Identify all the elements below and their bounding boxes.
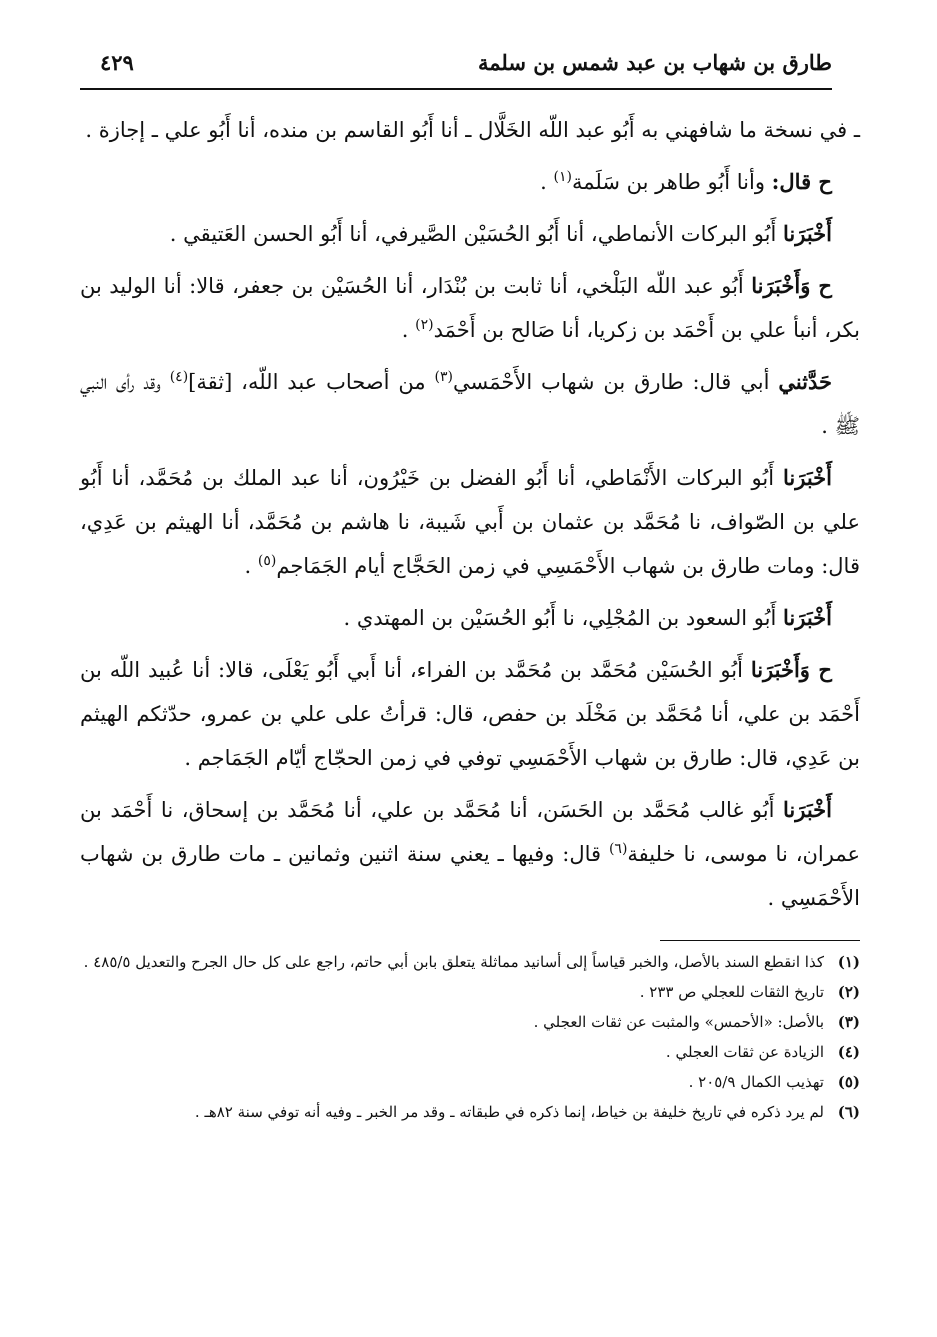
paragraph-text: أَبُو السعود بن المُجْلِي، نا أَبُو الحُسَيْن بن المهتدي . [343, 606, 784, 630]
footnote-number: (٦) [837, 1103, 860, 1121]
main-text [80, 108, 860, 920]
footnote-text: كذا انقطع السند بالأصل، والخبر قياساً إلى أسانيد مماثلة يتعلق بابن أبي حاتم، راجع على كل حال الجرح والتعديل ٤٨٥/٥ . [83, 953, 824, 971]
footnote-text: تاريخ الثقات للعجلي ص ٢٣٣ . [639, 983, 824, 1001]
paragraph-tail: . [401, 318, 416, 342]
footnote-text: بالأصل: «الأحمس» والمثبت عن ثقات العجلي . [533, 1013, 824, 1031]
footnote-ref: (١) [553, 169, 572, 185]
chain-lead: ح قال: [771, 169, 832, 194]
paragraph-text: أبي قال: طارق بن شهاب الأَحْمَسي [452, 370, 779, 394]
footnote [80, 1069, 860, 1095]
footnote [80, 1039, 860, 1065]
paragraph [80, 212, 860, 256]
chain-lead: ح وَأَخْبَرَنا [751, 273, 832, 298]
chain-lead: أَخْبَرَنا [783, 465, 832, 490]
footnote-ref: (٢) [415, 317, 434, 333]
footnote [80, 1009, 860, 1035]
footnote-text: لم يرد ذكره في تاريخ خليفة بن خياط، إنما ذكره في طبقاته ـ وقد مر الخبر ـ وفيه أنه توفي سنة ٨٢هـ . [194, 1103, 824, 1121]
footnote-ref: (٦) [608, 841, 628, 857]
footnote-number: (٢) [837, 983, 860, 1001]
chain-lead: ح وَأَخْبَرَنا [750, 657, 832, 682]
paragraph-tail: قال: وفيها ـ يعني سنة اثنين وثمانين ـ مات طارق بن شهاب الأَحْمَسِي . [80, 842, 860, 910]
footnote-text: تهذيب الكمال ٢٠٥/٩ . [688, 1073, 824, 1091]
paragraph-text: وأنا أَبُو طاهر بن سَلَمة [571, 170, 772, 194]
footnote [80, 1099, 860, 1125]
book-page [80, 40, 860, 1310]
paragraph [80, 108, 860, 152]
footnote-ref: (٥) [257, 553, 277, 569]
paragraph-tail: وقد رأى النبي ﷺ . [80, 370, 860, 438]
running-title: طارق بن شهاب بن عبد شمس بن سلمة [477, 50, 832, 75]
paragraph [80, 456, 860, 588]
paragraph-tail: . [540, 170, 554, 194]
footnote-ref: (٤) [169, 369, 189, 385]
paragraph-tail: من أصحاب عبد اللّه، [ثقة] [188, 370, 435, 394]
footnote-ref: (٣) [434, 369, 453, 385]
paragraph-text: أَبُو البركات الأنماطي، أنا أَبُو الحُسَيْن الصَّيرفي، أنا أَبُو الحسن العَتيقي . [169, 222, 784, 246]
footnote-separator [660, 940, 860, 941]
chain-lead: أَخْبَرَنا [783, 221, 832, 246]
paragraph [80, 788, 860, 920]
chain-lead: أَخْبَرَنا [783, 797, 832, 822]
chain-lead: أَخْبَرَنا [783, 605, 832, 630]
paragraph [80, 360, 860, 448]
footnote [80, 979, 860, 1005]
paragraph [80, 648, 860, 780]
footnote-number: (٣) [837, 1013, 860, 1031]
paragraph-text: أَبُو غالب مُحَمَّد بن الحَسَن، أنا مُحَمَّد بن علي، أنا مُحَمَّد بن إسحاق، نا أَحْمَد بن عمران، نا موسى، نا خليفة [80, 798, 860, 866]
footnotes [80, 949, 860, 1125]
paragraph-tail: . [244, 554, 258, 578]
footnote-number: (٥) [837, 1073, 860, 1091]
footnote [80, 949, 860, 975]
footnote-number: (١) [837, 953, 860, 971]
paragraph [80, 264, 860, 352]
paragraph-text: أَبُو عبد اللّه البَلْخي، أنا ثابت بن بُنْدَار، أنا الحُسَيْن بن جعفر، قالا: أنا الوليد بن بكر، أنبأ علي بن أَحْمَد بن زكريا، أنا صَالح بن أَحْمَد [80, 274, 860, 342]
footnote-text: الزيادة عن ثقات العجلي . [665, 1043, 824, 1061]
paragraph [80, 160, 860, 204]
page-number: ٤٢٩ [100, 50, 134, 75]
paragraph-text: أَبُو الحُسَيْن مُحَمَّد بن مُحَمَّد بن الفراء، أنا أَبي أَبُو يَعْلَى، قالا: أنا عُبيد اللّه بن أَحْمَد بن علي، أنا مُحَمَّد بن مَخْلَد بن حفص، قال: قرأتُ على علي بن عمرو، حدّثكم الهيثم بن عَدِي، قال: طارق بن شهاب الأَحْمَسِي توفي في زمن الحجّاج أيّام الجَمَاجم . [80, 658, 860, 770]
paragraph [80, 596, 860, 640]
chain-lead: حَدَّثني [778, 369, 833, 394]
footnote-number: (٤) [837, 1043, 860, 1061]
paragraph-text: أَبُو البركات الأَنْمَاطي، أنا أَبُو الفضل بن خَيْرُون، أنا عبد الملك بن مُحَمَّد، أنا أَبُو علي بن الصّواف، نا مُحَمَّد بن عثمان بن أَبي شَيبة، نا هاشم بن مُحَمَّد، أنا الهيثم بن عَدِي، قال: ومات طارق بن شهاب الأَحْمَسِي في زمن الحَجَّاج أيام الجَمَاجم [80, 466, 860, 578]
paragraph-text: ـ في نسخة ما شافهني به أَبُو عبد اللّه الخَلَّال ـ أنا أَبُو القاسم بن منده، أنا أَبُو علي ـ إجازة . [85, 118, 860, 142]
running-header [80, 40, 832, 90]
